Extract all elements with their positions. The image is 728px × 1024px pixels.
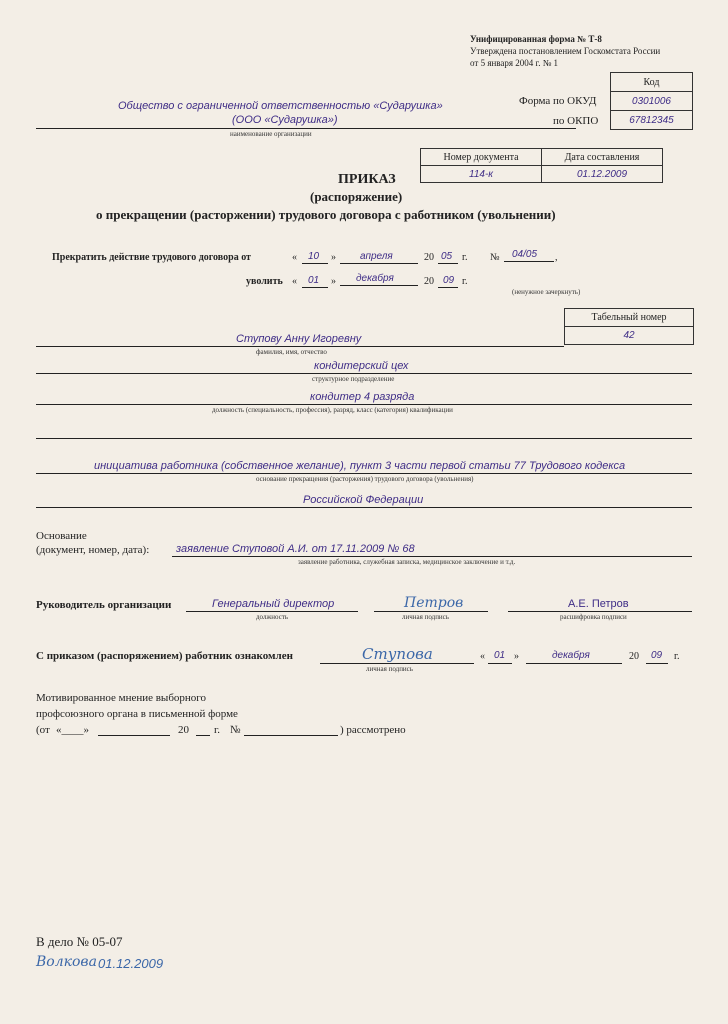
dismiss-year: 09 xyxy=(443,275,455,286)
terminate-day: 10 xyxy=(308,251,320,262)
codes-table xyxy=(610,72,693,130)
acquainted-signature-line xyxy=(320,663,474,664)
union-label-line1: Мотивированное мнение выборного xyxy=(36,692,207,704)
archive-label: В дело № 05-07 xyxy=(36,934,123,949)
acquainted-day: 01 xyxy=(494,650,506,661)
tab-number-header: Табельный номер xyxy=(565,309,694,327)
organization-name-line1: Общество с ограниченной ответственностью «Сударушка» xyxy=(118,100,443,112)
acquainted-signature: Ступова xyxy=(362,645,433,663)
union-year-line xyxy=(196,735,210,736)
terminate-month: апреля xyxy=(360,251,393,262)
head-decoding-line xyxy=(508,611,692,612)
dismiss-day-line xyxy=(302,287,328,288)
position-caption: должность (специальность, профессия), разряд, класс (категория) квалификации xyxy=(212,406,453,414)
doc-number-header: Номер документа xyxy=(421,149,542,166)
title-description: о прекращении (расторжении) трудового договора с работником (увольнении) xyxy=(96,207,556,222)
terminate-comma: , xyxy=(555,252,558,263)
terminate-month-line xyxy=(340,263,418,264)
union-label-line2: профсоюзного органа в письменной форме xyxy=(36,708,238,720)
okpo-label: по ОКПО xyxy=(553,115,599,127)
head-signature-line xyxy=(374,611,488,612)
head-label: Руководитель организации xyxy=(36,599,172,611)
union-month-line xyxy=(98,735,170,736)
dismiss-month: декабря xyxy=(356,273,394,284)
head-position-caption: должность xyxy=(256,613,289,621)
dismiss-note: (ненужное зачеркнуть) xyxy=(512,288,581,296)
doc-date-value: 01.12.2009 xyxy=(542,166,663,183)
dismiss-year-suffix: г. xyxy=(462,276,468,287)
terminate-label: Прекратить действие трудового договора от xyxy=(52,252,251,263)
blank-line xyxy=(36,438,692,439)
position-value: кондитер 4 разряда xyxy=(310,391,415,403)
basis-label-sub: (документ, номер, дата): xyxy=(36,544,150,556)
code-header: Код xyxy=(611,73,693,92)
form-name: Унифицированная форма № Т-8 xyxy=(470,34,602,44)
terminate-quote-open: « xyxy=(292,252,297,263)
okud-value: 0301006 xyxy=(611,92,693,111)
terminate-number-label: № xyxy=(490,252,500,263)
acquainted-quote-close: » xyxy=(514,651,519,662)
acquainted-month-line xyxy=(526,663,622,664)
basis-value: заявление Ступовой А.И. от 17.11.2009 № 68 xyxy=(176,543,415,555)
head-position: Генеральный директор xyxy=(212,598,335,610)
terminate-number-line xyxy=(504,261,554,262)
doc-number-value: 114-к xyxy=(421,166,542,183)
union-number-label: № xyxy=(230,724,241,736)
acquainted-year-line xyxy=(646,663,668,664)
acquainted-quote-open: « xyxy=(480,651,485,662)
basis-label: Основание xyxy=(36,530,87,542)
acquainted-signature-caption: личная подпись xyxy=(366,665,413,673)
dismiss-year-line xyxy=(438,287,458,288)
union-quotes: «____» xyxy=(56,724,89,736)
basis-line xyxy=(172,556,692,557)
dismiss-label: уволить xyxy=(246,276,283,287)
union-considered: ) рассмотрено xyxy=(340,724,406,736)
employee-name: Ступову Анну Игоревну xyxy=(236,333,362,345)
tab-number-table xyxy=(564,308,694,345)
dismiss-year-prefix: 20 xyxy=(424,276,434,287)
reason-value: инициатива работника (собственное желание), пункт 3 части первой статьи 77 Трудового кодекса xyxy=(94,460,626,472)
terminate-year-prefix: 20 xyxy=(424,252,434,263)
terminate-year: 05 xyxy=(441,251,453,262)
reason-line xyxy=(36,473,692,474)
reason-line2 xyxy=(36,507,692,508)
union-year-suffix: г. xyxy=(214,724,221,736)
position-line xyxy=(36,404,692,405)
employee-name-line xyxy=(36,346,564,347)
union-year-prefix: 20 xyxy=(178,724,189,736)
dismiss-month-line xyxy=(340,285,418,286)
acquainted-label: С приказом (распоряжением) работник ознакомлен xyxy=(36,650,293,662)
terminate-number: 04/05 xyxy=(512,249,538,260)
basis-caption: заявление работника, служебная записка, медицинское заключение и т.д. xyxy=(298,558,516,566)
head-signature: Петров xyxy=(404,595,464,611)
doc-date-header: Дата составления xyxy=(542,149,663,166)
department-caption: структурное подразделение xyxy=(312,375,395,383)
acquainted-year-suffix: г. xyxy=(674,651,680,662)
head-position-line xyxy=(186,611,358,612)
terminate-quote-close: » xyxy=(331,252,336,263)
reason-value-line2: Российской Федерации xyxy=(303,494,424,506)
acquainted-month: декабря xyxy=(552,650,590,661)
department-value: кондитерский цех xyxy=(314,360,409,372)
dismiss-day: 01 xyxy=(308,275,320,286)
employee-name-caption: фамилия, имя, отчество xyxy=(256,348,327,356)
terminate-day-line xyxy=(302,263,328,264)
archive-signature: Волкова xyxy=(36,954,97,970)
tab-number-value: 42 xyxy=(565,327,694,345)
head-signature-caption: личная подпись xyxy=(402,613,449,621)
okud-label: Форма по ОКУД xyxy=(519,95,597,107)
reason-caption: основание прекращения (расторжения) трудового договора (увольнения) xyxy=(256,475,474,483)
dismiss-quote-open: « xyxy=(292,276,297,287)
organization-name-line2: (ООО «Сударушка») xyxy=(232,114,338,126)
acquainted-year-prefix: 20 xyxy=(629,651,639,662)
head-decoding: А.Е. Петров xyxy=(568,598,629,610)
terminate-year-line xyxy=(438,263,458,264)
approved-date: от 5 января 2004 г. № 1 xyxy=(470,58,559,68)
archive-date: 01.12.2009 xyxy=(98,956,164,971)
organization-caption: наименование организации xyxy=(230,130,312,138)
approved-by: Утверждена постановлением Госкомстата России xyxy=(470,46,661,56)
terminate-year-suffix: г. xyxy=(462,252,468,263)
title-order: ПРИКАЗ xyxy=(338,172,396,187)
organization-line xyxy=(36,128,576,129)
doc-number-table xyxy=(420,148,663,183)
dismiss-quote-close: » xyxy=(331,276,336,287)
acquainted-day-line xyxy=(488,663,512,664)
title-subtitle: (распоряжение) xyxy=(310,189,403,204)
department-line xyxy=(36,373,692,374)
head-decoding-caption: расшифровка подписи xyxy=(560,613,627,621)
union-from-label: (от xyxy=(36,724,50,736)
okpo-value: 67812345 xyxy=(611,111,693,130)
acquainted-year: 09 xyxy=(651,650,663,661)
union-number-line xyxy=(244,735,338,736)
